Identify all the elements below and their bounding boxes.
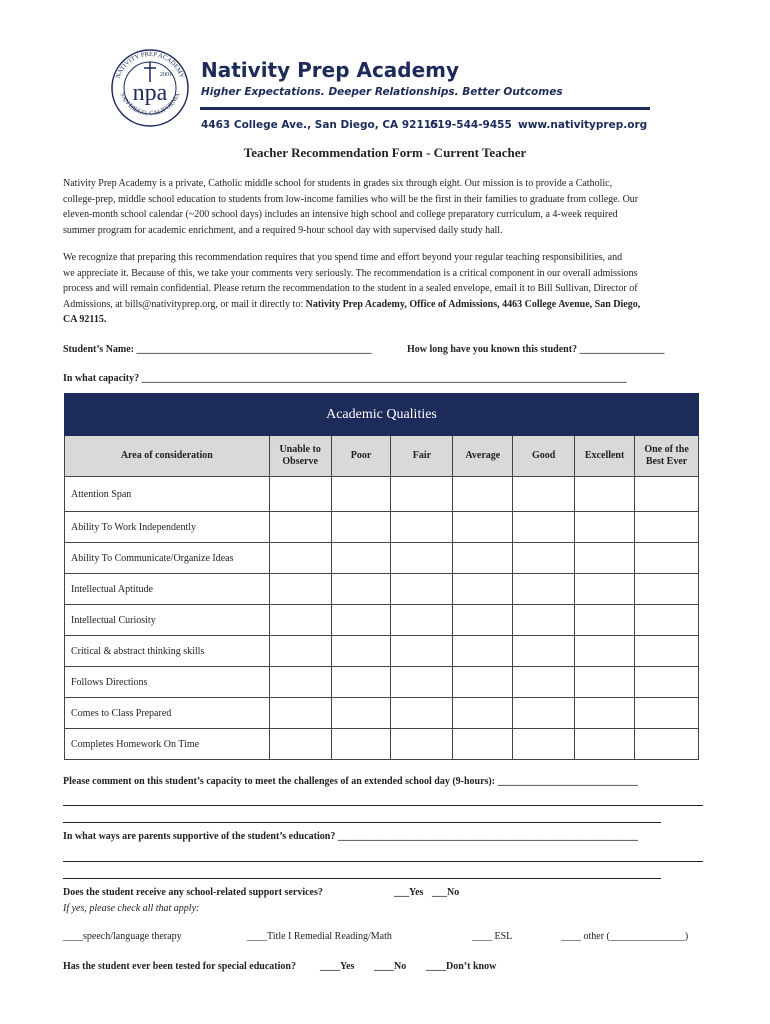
rating-cell[interactable] [575, 729, 635, 760]
rating-cell[interactable] [635, 605, 699, 636]
rating-cell[interactable] [513, 636, 575, 667]
table-row [65, 636, 699, 667]
rating-cell[interactable] [391, 667, 453, 698]
school-phone: 619-544-9455 [430, 119, 512, 131]
row-label: Follows Directions [65, 667, 270, 698]
seal-year: 2001 [160, 72, 172, 78]
mailing-address-end: CA 92115. [63, 314, 107, 325]
rating-cell[interactable] [331, 543, 391, 574]
table-row [65, 574, 699, 605]
rating-cell[interactable] [575, 605, 635, 636]
rating-cell[interactable] [635, 512, 699, 543]
rating-cell[interactable] [635, 729, 699, 760]
extended-day-question[interactable]: Please comment on this student’s capacity to meet the challenges of an extended school day (9-hours): ____________________________ [63, 776, 638, 787]
special-ed-yes-option[interactable]: ____Yes [320, 961, 355, 972]
rating-cell[interactable] [575, 636, 635, 667]
answer-line[interactable] [63, 878, 661, 879]
rating-cell[interactable] [391, 512, 453, 543]
rating-cell[interactable] [331, 698, 391, 729]
row-label: Comes to Class Prepared [65, 698, 270, 729]
row-label: Ability To Communicate/Organize Ideas [65, 543, 270, 574]
academic-qualities-table [64, 393, 699, 760]
rating-cell[interactable] [391, 636, 453, 667]
rating-cell[interactable] [453, 543, 513, 574]
table-row [65, 729, 699, 760]
school-tagline: Higher Expectations. Deeper Relationships. Better Outcomes [201, 86, 563, 98]
answer-line[interactable] [63, 861, 703, 862]
intro-p1-line: summer program for academic enrichment, and a required 9-hour school day with supervised daily study hall. [63, 224, 503, 236]
rating-cell[interactable] [453, 698, 513, 729]
rating-cell[interactable] [513, 698, 575, 729]
rating-cell[interactable] [513, 605, 575, 636]
special-ed-dont-know-option[interactable]: ____Don’t know [426, 961, 497, 972]
intro-p2-plain: Admissions, at bills@nativityprep.org, or mail it directly to: [63, 298, 306, 310]
row-label: Attention Span [65, 477, 270, 512]
rating-cell[interactable] [513, 477, 575, 512]
rating-cell[interactable] [453, 574, 513, 605]
intro-p1-line: eleven-month school calendar (~200 school days) includes an intensive high school and college preparatory curriculum, a 4-week required [63, 209, 618, 220]
rating-cell[interactable] [513, 729, 575, 760]
rating-cell[interactable] [575, 698, 635, 729]
intro-p2-line: process and will remain confidential. Please return the recommendation to the student in a sealed envelope, email it to Bill Sullivan, Director of [63, 283, 638, 294]
rating-cell[interactable] [391, 698, 453, 729]
col-header-average: Average [453, 436, 513, 477]
rating-cell[interactable] [575, 574, 635, 605]
rating-cell[interactable] [513, 574, 575, 605]
answer-line[interactable] [63, 822, 661, 823]
support-services-question: Does the student receive any school-related support services? [63, 887, 323, 898]
rating-cell[interactable] [269, 574, 331, 605]
rating-cell[interactable] [453, 477, 513, 512]
row-label: Completes Homework On Time [65, 729, 270, 760]
intro-p2-line: We recognize that preparing this recommendation requires that you spend time and effort beyond your regular teaching responsibilities, and [63, 252, 623, 263]
col-header-unable: Unable to Observe [269, 436, 331, 477]
check-all-instruction: If yes, please check all that apply: [63, 903, 200, 914]
rating-cell[interactable] [575, 543, 635, 574]
table-row [65, 698, 699, 729]
rating-cell[interactable] [331, 605, 391, 636]
rating-cell[interactable] [453, 729, 513, 760]
rating-cell[interactable] [635, 698, 699, 729]
rating-cell[interactable] [635, 574, 699, 605]
intro-p2-line [63, 297, 705, 313]
rating-cell[interactable] [331, 574, 391, 605]
rating-cell[interactable] [635, 477, 699, 512]
rating-cell[interactable] [269, 698, 331, 729]
row-label: Critical & abstract thinking skills [65, 636, 270, 667]
school-name: Nativity Prep Academy [201, 58, 460, 82]
rating-cell[interactable] [331, 636, 391, 667]
intro-p1-line: college-prep, middle school education to students from low-income families who will be the first in their families to graduate from college. Our [63, 193, 639, 205]
rating-cell[interactable] [269, 605, 331, 636]
option-other[interactable]: ____ other (_______________) [561, 931, 689, 942]
option-esl[interactable]: ____ ESL [472, 931, 513, 942]
capacity-field[interactable]: In what capacity? _________________________________________________________________________________________________ [63, 373, 627, 384]
row-label: Ability To Work Independently [65, 512, 270, 543]
answer-line[interactable] [63, 805, 703, 806]
how-long-known-field[interactable]: How long have you known this student? _________________ [407, 344, 665, 355]
rating-cell[interactable] [331, 729, 391, 760]
rating-cell[interactable] [513, 667, 575, 698]
school-address: 4463 College Ave., San Diego, CA 92115 [201, 119, 439, 131]
rating-cell[interactable] [391, 543, 453, 574]
rating-cell[interactable] [513, 512, 575, 543]
rating-cell[interactable] [575, 512, 635, 543]
mailing-address: Nativity Prep Academy, Office of Admissions, 4463 College Avenue, San Diego, [305, 298, 641, 310]
option-speech-therapy[interactable]: ____speech/language therapy [63, 931, 182, 942]
table-row [65, 477, 699, 512]
rating-cell[interactable] [575, 667, 635, 698]
intro-p1-line: Nativity Prep Academy is a private, Catholic middle school for students in grades six through eight. Our mission is to provide a Catholic, [63, 178, 613, 189]
school-website: www.nativityprep.org [518, 119, 648, 131]
school-seal-logo [110, 48, 190, 128]
rating-cell[interactable] [453, 667, 513, 698]
rating-cell[interactable] [391, 605, 453, 636]
row-label: Intellectual Curiosity [65, 605, 270, 636]
rating-cell[interactable] [269, 636, 331, 667]
table-title: Academic Qualities [65, 394, 699, 436]
rating-cell[interactable] [453, 512, 513, 543]
rating-cell[interactable] [331, 667, 391, 698]
col-header-area: Area of consideration [65, 436, 270, 477]
rating-cell[interactable] [635, 636, 699, 667]
rating-cell[interactable] [331, 477, 391, 512]
form-title: Teacher Recommendation Form - Current Teacher [243, 145, 527, 160]
rating-cell[interactable] [269, 512, 331, 543]
intro-p2-line [63, 312, 705, 328]
seal-monogram: npa [132, 80, 168, 106]
table-row [65, 512, 699, 543]
row-label: Intellectual Aptitude [65, 574, 270, 605]
seal-top-text: NATIVITY PREP ACADEMY [114, 50, 186, 80]
rating-cell[interactable] [575, 477, 635, 512]
col-header-fair: Fair [391, 436, 453, 477]
rating-cell[interactable] [453, 636, 513, 667]
student-name-field[interactable]: Student’s Name: _______________________________________________ [63, 344, 372, 355]
col-header-good: Good [513, 436, 575, 477]
rating-cell[interactable] [269, 543, 331, 574]
table-row [65, 605, 699, 636]
col-header-best: One of the Best Ever [635, 436, 699, 477]
rating-cell[interactable] [269, 477, 331, 512]
rating-cell[interactable] [331, 512, 391, 543]
rating-cell[interactable] [635, 667, 699, 698]
intro-paragraph-2 [63, 250, 705, 328]
seal-bottom-text: SAN DIEGO, CALIFORNIA [118, 91, 182, 118]
rating-cell[interactable] [391, 574, 453, 605]
special-ed-no-option[interactable]: ____No [374, 961, 407, 972]
intro-p2-line: we appreciate it. Because of this, we take your comments very seriously. The recommendation is a critical component in our overall admissions [63, 267, 638, 279]
rating-cell[interactable] [269, 667, 331, 698]
intro-paragraph-1 [63, 176, 705, 238]
rating-cell[interactable] [635, 543, 699, 574]
parents-support-question[interactable]: In what ways are parents supportive of the student’s education? ____________________________________________________________ [63, 831, 638, 842]
header-divider [200, 107, 650, 110]
support-yes-option[interactable]: ___Yes [394, 887, 424, 898]
rating-cell[interactable] [513, 543, 575, 574]
option-title-one[interactable]: ____Title I Remedial Reading/Math [247, 931, 392, 942]
rating-cell[interactable] [391, 729, 453, 760]
special-ed-question: Has the student ever been tested for special education? [63, 961, 296, 972]
support-no-option[interactable]: ___No [432, 887, 460, 898]
table-header-row [65, 436, 699, 477]
rating-cell[interactable] [453, 605, 513, 636]
table-row [65, 543, 699, 574]
table-row [65, 667, 699, 698]
rating-cell[interactable] [269, 729, 331, 760]
col-header-poor: Poor [331, 436, 391, 477]
rating-cell[interactable] [391, 477, 453, 512]
col-header-excellent: Excellent [575, 436, 635, 477]
